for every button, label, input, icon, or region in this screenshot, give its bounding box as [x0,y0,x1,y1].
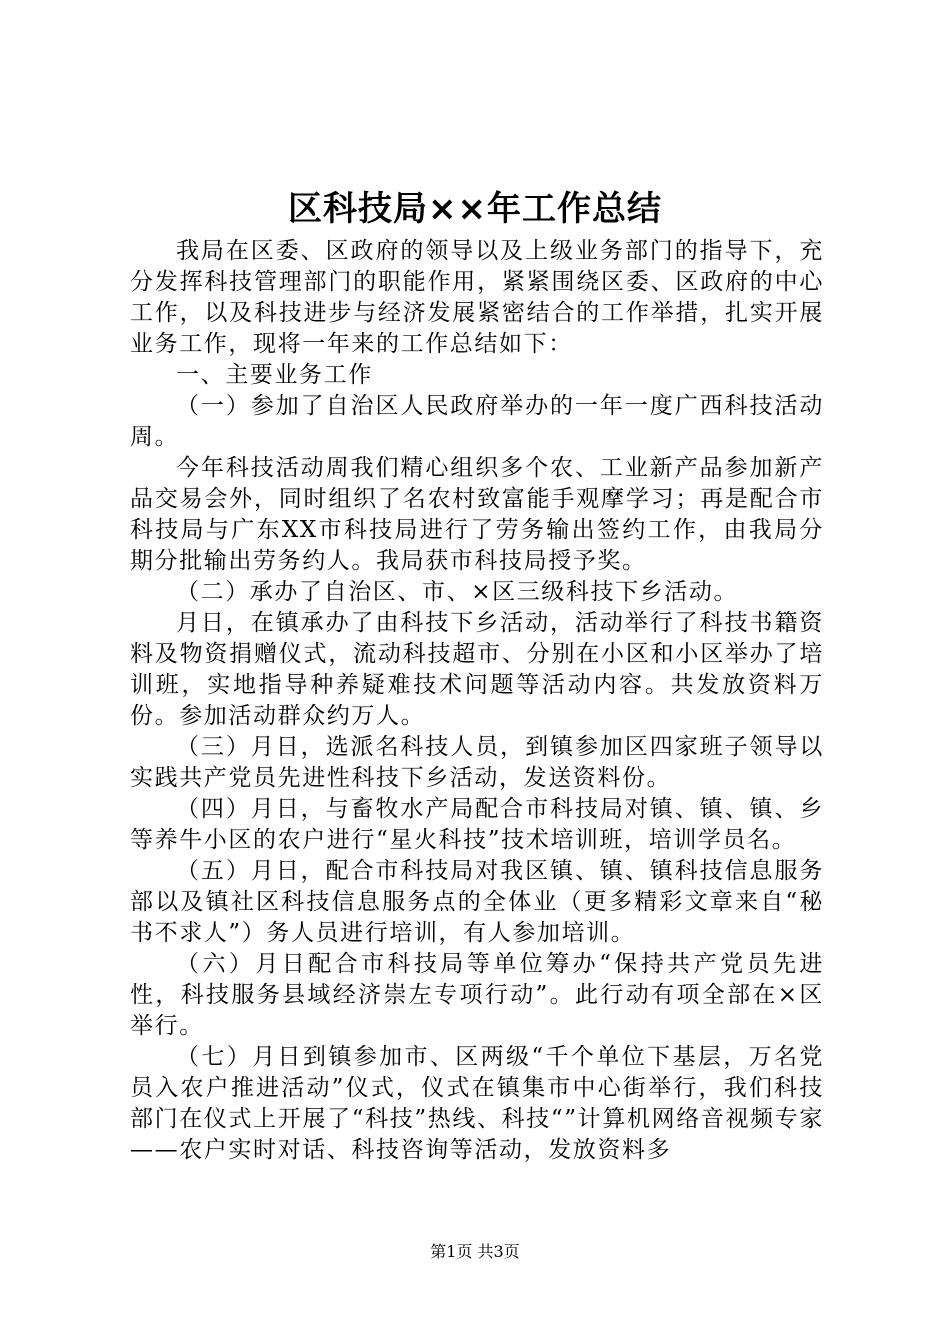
paragraph-item-2: （二）承办了自治区、市、×区三级科技下乡活动。 [176,579,739,605]
paragraph-item-3: （三）月日，选派名科技人员，到镇参加区四家班子领导以实践共产党员先进性科技下乡活动，发送资料份。 [130,734,824,791]
document-body [130,236,824,1166]
paragraph-item-2-detail: 月日，在镇承办了由科技下乡活动，活动举行了科技书籍资料及物资捐赠仪式，流动科技超市、分别在小区和小区举办了培训班，实地指导种养疑难技术问题等活动内容。共发放资料万份。参加活动群众约万人。 [130,610,824,729]
paragraph-item-6: （六）月日配合市科技局等单位筹办“保持共产党员先进性，科技服务县域经济崇左专项行动”。此行动有项全部在×区举行。 [130,951,824,1039]
paragraph-intro: 我局在区委、区政府的领导以及上级业务部门的指导下，充分发挥科技管理部门的职能作用，紧紧围绕区委、区政府的中心工作，以及科技进步与经济发展紧密结合的工作举措，扎实开展业务工作，现将一年来的工作总结如下： [130,238,824,357]
paragraph-item-5: （五）月日，配合市科技局对我区镇、镇、镇科技信息服务部以及镇社区科技信息服务点的全体业（更多精彩文章来自“秘书不求人”）务人员进行培训，有人参加培训。 [130,858,824,946]
paragraph-item-1-detail: 今年科技活动周我们精心组织多个农、工业新产品参加新产品交易会外，同时组织了名农村致富能手观摩学习；再是配合市科技局与广东XX市科技局进行了劳务输出签约工作，由我局分期分批输出劳务约人。我局获市科技局授予奖。 [130,455,824,574]
paragraph-item-7: （七）月日到镇参加市、区两级“千个单位下基层，万名党员入农户推进活动”仪式，仪式在镇集市中心街举行，我们科技部门在仪式上开展了“科技”热线、科技“”计算机网络音视频专家——农户实时对话、科技咨询等活动，发放资料多 [130,1044,824,1163]
paragraph-item-4: （四）月日，与畜牧水产局配合市科技局对镇、镇、镇、乡等养牛小区的农户进行“星火科技”技术培训班，培训学员名。 [130,796,824,853]
page-number: 第1页 共3页 [430,1242,520,1261]
paragraph-item-1: （一）参加了自治区人民政府举办的一年一度广西科技活动周。 [130,393,824,450]
document-title: 区科技局××年工作总结 [288,189,662,229]
section-heading: 一、主要业务工作 [176,362,373,388]
